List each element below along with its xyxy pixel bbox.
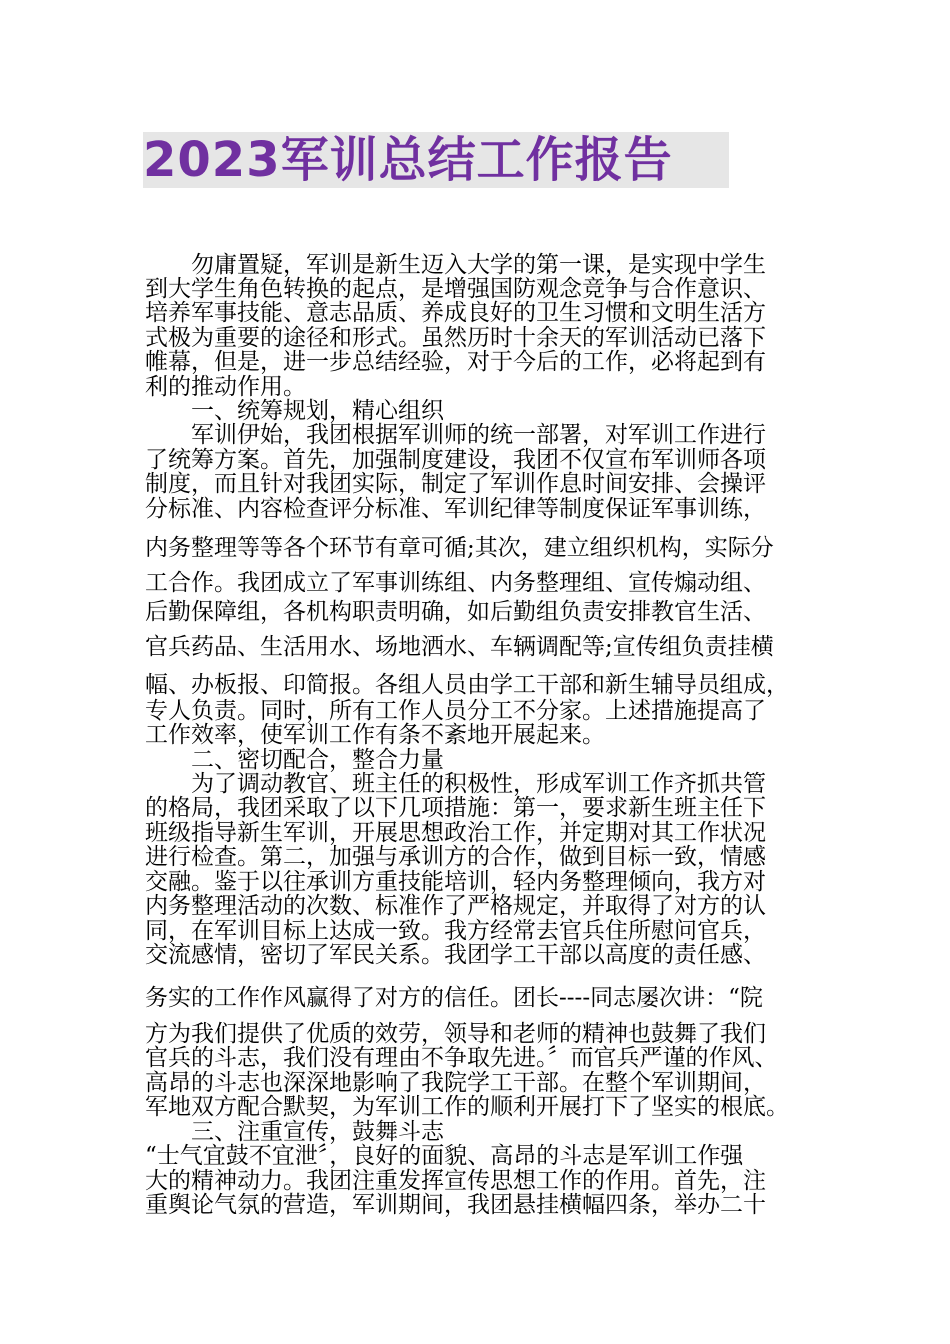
paragraph-line: 专人负责。同时，所有工作人员分工不分家。上述措施提高了 bbox=[145, 698, 766, 724]
paragraph-line: 到大学生角色转换的起点，是增强国防观念竞争与合作意识、 bbox=[145, 276, 766, 302]
paragraph-line: 工合作。我团成立了军事训练组、内务整理组、宣传煽动组、 bbox=[145, 570, 766, 596]
paragraph-line: 班级指导新生军训，开展思想政治工作，并定期对其工作状况 bbox=[145, 820, 766, 846]
paragraph-line: 交融。鉴于以往承训方重技能培训，轻内务整理倾向，我方对 bbox=[145, 869, 766, 895]
paragraph-line: 为了调动教官、班主任的积极性，形成军训工作齐抓共管 bbox=[191, 771, 766, 797]
paragraph-line: 后勤保障组，各机构职责明确，如后勤组负责安排教官生活、 bbox=[145, 599, 766, 625]
paragraph-line: 工作效率，使军训工作有条不紊地开展起来。 bbox=[145, 722, 605, 748]
paragraph-line: 利的推动作用。 bbox=[145, 374, 306, 400]
paragraph-line: 同，在军训目标上达成一致。我方经常去官兵住所慰问官兵， bbox=[145, 918, 766, 944]
paragraph-line: 进行检查。第二，加强与承训方的合作，做到目标一致，情感 bbox=[145, 844, 766, 870]
paragraph-line: 内务整理活动的次数、标准作了严格规定，并取得了对方的认 bbox=[145, 893, 766, 919]
section-heading: 一、统筹规划，精心组织 bbox=[191, 398, 444, 424]
paragraph-line: 了统筹方案。首先，加强制度建设，我团不仅宣布军训师各项 bbox=[145, 447, 766, 473]
paragraph-line: 式极为重要的途径和形式。虽然历时十余天的军训活动已落下 bbox=[145, 325, 766, 351]
paragraph-line: 务实的工作作风赢得了对方的信任。团长----同志屡次讲：“院 bbox=[145, 985, 763, 1011]
paragraph-line: 高昂的斗志也深深地影响了我院学工干部。在整个军训期间， bbox=[145, 1070, 766, 1096]
paragraph-line: 内务整理等等各个环节有章可循;其次，建立组织机构，实际分 bbox=[145, 535, 774, 561]
page-title: 2023军训总结工作报告 bbox=[143, 132, 673, 188]
paragraph-line: 军地双方配合默契，为军训工作的顺利开展打下了坚实的根底。 bbox=[145, 1094, 789, 1120]
paragraph-line: 培养军事技能、意志品质、养成良好的卫生习惯和文明生活方 bbox=[145, 300, 766, 326]
paragraph-line: 幅、办板报、印简报。各组人员由学工干部和新生辅导员组成， bbox=[145, 672, 789, 698]
section-heading: 三、注重宣传，鼓舞斗志 bbox=[191, 1119, 444, 1145]
paragraph-line: 重舆论气氛的营造，军训期间，我团悬挂横幅四条，举办二十 bbox=[145, 1192, 766, 1218]
paragraph-line: 帷幕，但是，进一步总结经验，对于今后的工作，必将起到有 bbox=[145, 349, 766, 375]
paragraph-line: 的格局，我团采取了以下几项措施：第一，要求新生班主任下 bbox=[145, 795, 766, 821]
section-heading: 二、密切配合，整合力量 bbox=[191, 747, 444, 773]
paragraph-line: 制度，而且针对我团实际，制定了军训作息时间安排、会操评 bbox=[145, 471, 766, 497]
paragraph-line: 军训伊始，我团根据军训师的统一部署，对军训工作进行 bbox=[191, 422, 766, 448]
paragraph-line: 勿庸置疑，军训是新生迈入大学的第一课，是实现中学生 bbox=[191, 252, 766, 278]
paragraph-line: “士气宜鼓不宜泄〞，良好的面貌、高昂的斗志是军训工作强 bbox=[145, 1143, 744, 1169]
title-highlight bbox=[143, 132, 729, 188]
paragraph-line: 交流感情，密切了军民关系。我团学工干部以高度的责任感、 bbox=[145, 942, 766, 968]
paragraph-line: 方为我们提供了优质的效劳，领导和老师的精神也鼓舞了我们 bbox=[145, 1021, 766, 1047]
paragraph-line: 官兵的斗志，我们没有理由不争取先进。〞而官兵严谨的作风、 bbox=[145, 1045, 778, 1071]
paragraph-line: 大的精神动力。我团注重发挥宣传思想工作的作用。首先，注 bbox=[145, 1168, 766, 1194]
paragraph-line: 分标准、内容检查评分标准、军训纪律等制度保证军事训练， bbox=[145, 496, 766, 522]
paragraph-line: 官兵药品、生活用水、场地洒水、车辆调配等;宣传组负责挂横 bbox=[145, 634, 774, 660]
